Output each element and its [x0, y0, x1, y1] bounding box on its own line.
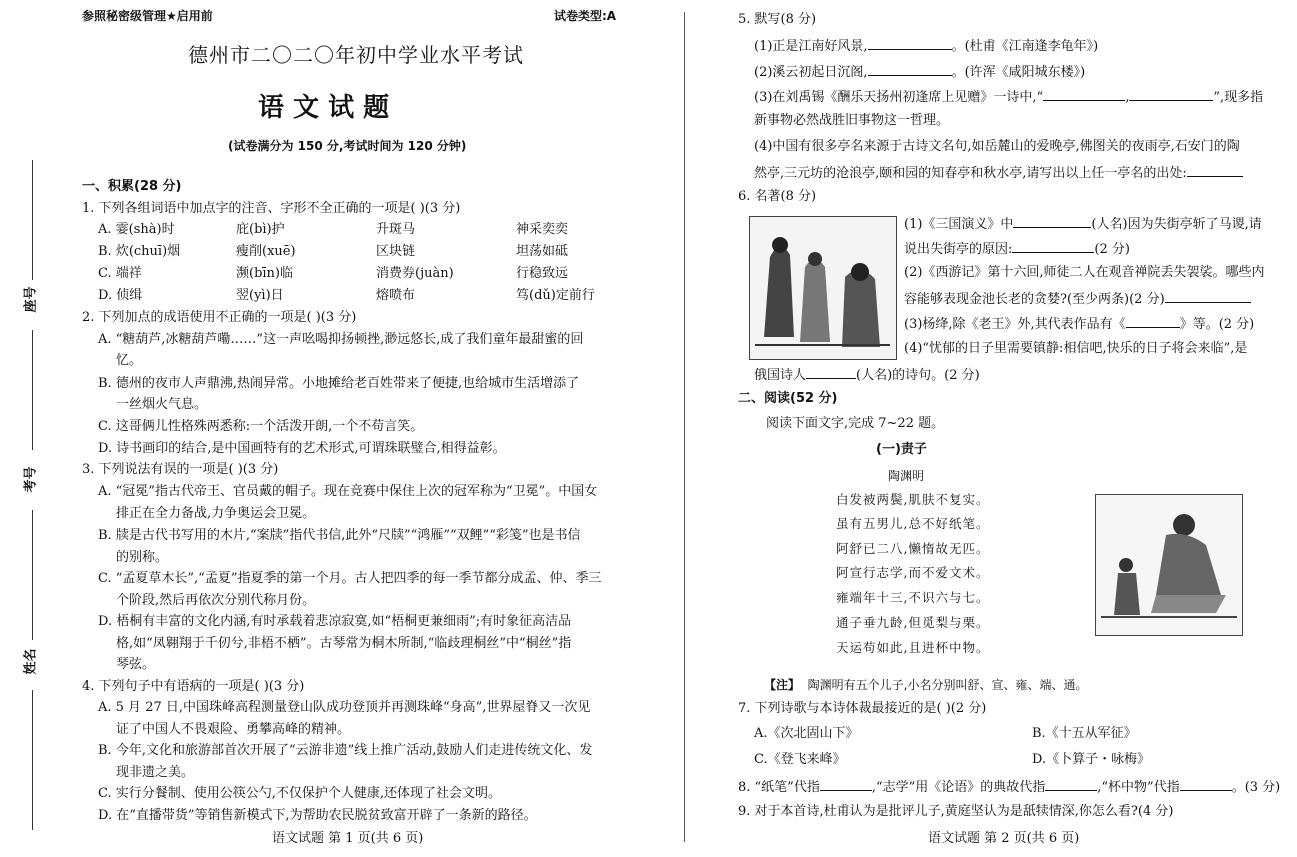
q5-stem: 5. 默写(8 分)	[738, 12, 817, 27]
q2-option-d: D. 诗书画印的结合,是中国画特有的艺术形式,可谓珠联璧合,相得益彰。	[98, 441, 506, 456]
poem-line: 虽有五男儿,总不好纸笔。	[836, 516, 990, 531]
section-1-title: 一、积累(28 分)	[82, 179, 182, 194]
q1-option: 坦荡如砥	[516, 244, 569, 259]
q3-line: 个阶段,然后再依次分别代称月份。	[116, 593, 316, 608]
poem-heading: (一)责子	[876, 442, 927, 457]
q1-option: 庇(bì)护	[236, 222, 285, 237]
q5-item-1: (1)正是江南好风景, 。(杜甫《江南逢李龟年》)	[754, 35, 1098, 57]
q1-option: 熔喷布	[376, 288, 416, 303]
margin-rule	[32, 510, 33, 640]
reading-intro: 阅读下面文字,完成 7~22 题。	[766, 416, 945, 431]
q1-option: 升斑马	[376, 222, 416, 237]
answer-blank[interactable]	[820, 776, 872, 791]
page-footer: 语文试题 第 2 页(共 6 页)	[928, 831, 1080, 846]
q7-option-c: C.《登飞来峰》	[754, 752, 846, 767]
figures-icon	[750, 217, 896, 359]
poem-note: 【注】 陶渊明有五个儿子,小名分别叫舒、宣、雍、端、通。	[764, 678, 1088, 692]
q7-option-a: A.《次北固山下》	[754, 726, 859, 741]
q1-option: 笃(dǔ)定前行	[516, 288, 595, 303]
subject-title: 语 文 试 题	[258, 93, 390, 123]
name-label: 姓名	[23, 648, 39, 675]
answer-blank[interactable]	[1045, 776, 1097, 791]
paper-type: 试卷类型:A	[554, 9, 617, 23]
q5-item-2: (2)溪云初起日沉阁, 。(许浑《咸阳城东楼》)	[754, 61, 1085, 83]
answer-blank[interactable]	[1165, 288, 1251, 303]
q7-option-d: D.《卜算子・咏梅》	[1032, 752, 1151, 767]
q6-stem: 6. 名著(8 分)	[738, 189, 817, 204]
poem-line: 白发被两鬓,肌肤不复实。	[836, 492, 990, 507]
q6-item-1: (1)《三国演义》中 (人名)因为失街亭斩了马谡,请	[904, 213, 1262, 235]
q4-line: D. 在“直播带货”等销售新模式下,为帮助农民脱贫致富开辟了一条新的路径。	[98, 808, 537, 823]
exam-title: 德州市二〇二〇年初中学业水平考试	[188, 43, 524, 67]
q3-line: C. “孟夏草木长”,“孟夏”指夏季的第一个月。古人把四季的每一季节都分成孟、仲、季三	[98, 571, 602, 586]
answer-blank[interactable]	[1187, 162, 1243, 177]
q3-stem: 3. 下列说法有误的一项是( )(3 分)	[82, 462, 279, 477]
poet-figure-icon	[1096, 495, 1242, 635]
q1-option: 消费券(juàn)	[376, 266, 454, 281]
answer-blank[interactable]	[1129, 86, 1213, 101]
q5-item-4-cont: 然亭,三元坊的沧浪亭,颐和园的知春亭和秋水亭,请写出以上任一亭名的出处:	[754, 162, 1243, 184]
poem-line: 阿舒已二八,懒惰故无匹。	[836, 541, 990, 556]
q2-option-a: A. “糖葫芦,冰糖葫芦嘞……”这一声吆喝抑扬顿挫,渺远悠长,成了我们童年最甜蜜的回	[98, 332, 584, 347]
q4-line: A. 5 月 27 日,中国珠峰高程测量登山队成功登顶并再测珠峰“身高”,世界屋脊又一次见	[98, 700, 591, 715]
q1-option: C. 端祥	[98, 266, 142, 281]
q3-line: 格,如“凤翱翔于千仞兮,非梧不栖”。古琴常为桐木所制,“临歧理桐丝”中“桐丝”指	[116, 636, 572, 651]
q3-line: 琴弦。	[116, 657, 156, 672]
poet-illustration	[1095, 494, 1243, 636]
exam-note: (试卷满分为 150 分,考试时间为 120 分钟)	[228, 139, 467, 153]
poem-line: 阿宣行志学,而不爱文术。	[836, 565, 990, 580]
q1-option: 翌(yì)日	[236, 288, 284, 303]
q4-line: B. 今年,文化和旅游部首次开展了“云游非遗”线上推广活动,鼓励人们走进传统文化、发	[98, 743, 593, 758]
q3-line: 的别称。	[116, 550, 169, 565]
q1-option: 神采奕奕	[516, 222, 569, 237]
exam-number-label: 考号	[23, 466, 39, 493]
q4-line: 证了中国人不畏艰险、勇攀高峰的精神。	[116, 722, 351, 737]
margin-rule	[32, 690, 33, 830]
q8-stem: 8. “纸笔”代指 ,“志学”用《论语》的典故代指 ,“杯中物”代指 。(3 分)	[738, 776, 1280, 798]
q2-option-c: C. 这哥俩儿性格殊两悉称:一个活泼开朗,一个不苟言笑。	[98, 419, 424, 434]
q1-option: 瘦削(xuē)	[236, 244, 296, 259]
poem-line: 天运苟如此,且进杯中物。	[836, 640, 990, 655]
answer-blank[interactable]	[806, 364, 856, 379]
answer-blank[interactable]	[1012, 238, 1094, 253]
q5-item-3: (3)在刘禹锡《酬乐天扬州初逢席上见赠》一诗中,“ , ”,现多指	[754, 86, 1263, 108]
answer-blank[interactable]	[868, 35, 952, 50]
q4-stem: 4. 下列句子中有语病的一项是( )(3 分)	[82, 679, 305, 694]
seat-label: 座号	[23, 286, 39, 313]
q2-option-b: B. 德州的夜市人声鼎沸,热闹异常。小地摊给老百姓带来了便捷,也给城市生活增添了	[98, 376, 580, 391]
q2-option-b-cont: 一丝烟火气息。	[116, 397, 208, 412]
section-2-title: 二、阅读(52 分)	[738, 391, 838, 406]
q6-item-1-cont: 说出失街亭的原因: (2 分)	[904, 238, 1130, 260]
page-divider	[684, 12, 685, 842]
q2-stem: 2. 下列加点的成语使用不正确的一项是( )(3 分)	[82, 310, 357, 325]
q3-line: 排正在全力备战,力争奥运会卫冕。	[116, 506, 316, 521]
exam-page-2	[690, 0, 1297, 857]
q1-option: 行稳致远	[516, 266, 569, 281]
answer-blank[interactable]	[1043, 86, 1125, 101]
q5-item-3-cont: 新事物必然战胜旧事物这一哲理。	[754, 113, 950, 128]
q2-option-a-cont: 忆。	[116, 353, 143, 368]
q4-line: C. 实行分餐制、使用公筷公勺,不仅保护个人健康,还体现了社会文明。	[98, 786, 502, 801]
q7-stem: 7. 下列诗歌与本诗体裁最接近的是( )(2 分)	[738, 701, 987, 716]
q3-line: A. “冠冕”指古代帝王、官员戴的帽子。现在竞赛中保住上次的冠军称为“卫冕”。中国女	[98, 484, 598, 499]
q1-option: D. 侦缉	[98, 288, 143, 303]
q3-line: B. 牍是古代书写用的木片,“案牍”指代书信,此外“尺牍”“鸿雁”“双鲤”“彩笺”也是书信	[98, 528, 581, 543]
q1-option: A. 霎(shà)时	[98, 222, 175, 237]
q6-item-2-cont: 容能够表现金池长老的贪婪?(至少两条)(2 分)	[904, 288, 1251, 310]
poem-line: 通子垂九龄,但觅梨与栗。	[836, 615, 990, 630]
answer-blank[interactable]	[868, 61, 952, 76]
q9-stem: 9. 对于本首诗,杜甫认为是批评儿子,黄庭坚认为是舐犊情深,你怎么看?(4 分)	[738, 804, 1174, 819]
margin-rule	[32, 330, 33, 450]
margin-rule	[32, 160, 33, 280]
q6-item-4: (4)“忧郁的日子里需要镇静:相信吧,快乐的日子将会来临”,是	[904, 341, 1248, 356]
q4-line: 现非遗之美。	[116, 765, 195, 780]
answer-blank[interactable]	[1126, 313, 1180, 328]
q1-option: 濒(bīn)临	[236, 266, 293, 281]
poem-author: 陶渊明	[888, 469, 925, 483]
q3-line: D. 梧桐有丰富的文化内涵,有时承载着悲凉寂寞,如“梧桐更兼细雨”;有时象征高洁品	[98, 614, 572, 629]
poem-line: 雍端年十三,不识六与七。	[836, 590, 990, 605]
classics-illustration	[749, 216, 897, 360]
q5-item-4: (4)中国有很多亭名来源于古诗文名句,如岳麓山的爱晚亭,佛图关的夜雨亭,石安门的陶	[754, 139, 1240, 154]
q6-item-2: (2)《西游记》第十六回,师徒二人在观音禅院丢失袈裟。哪些内	[904, 265, 1265, 280]
answer-blank[interactable]	[1180, 776, 1232, 791]
q6-item-4-cont: 俄国诗人 (人名)的诗句。(2 分)	[754, 364, 980, 386]
q1-option: 区块链	[376, 244, 416, 259]
q7-option-b: B.《十五从军征》	[1032, 726, 1137, 741]
q1-stem: 1. 下列各组词语中加点字的注音、字形不全正确的一项是( )(3 分)	[82, 201, 461, 216]
q6-item-3: (3)杨绛,除《老王》外,其代表作品有《 》等。(2 分)	[904, 313, 1254, 335]
page-footer: 语文试题 第 1 页(共 6 页)	[272, 831, 424, 846]
q1-option: B. 炊(chuī)烟	[98, 244, 181, 259]
secrecy-header: 参照秘密级管理★启用前	[82, 9, 213, 23]
answer-blank[interactable]	[1013, 213, 1091, 228]
